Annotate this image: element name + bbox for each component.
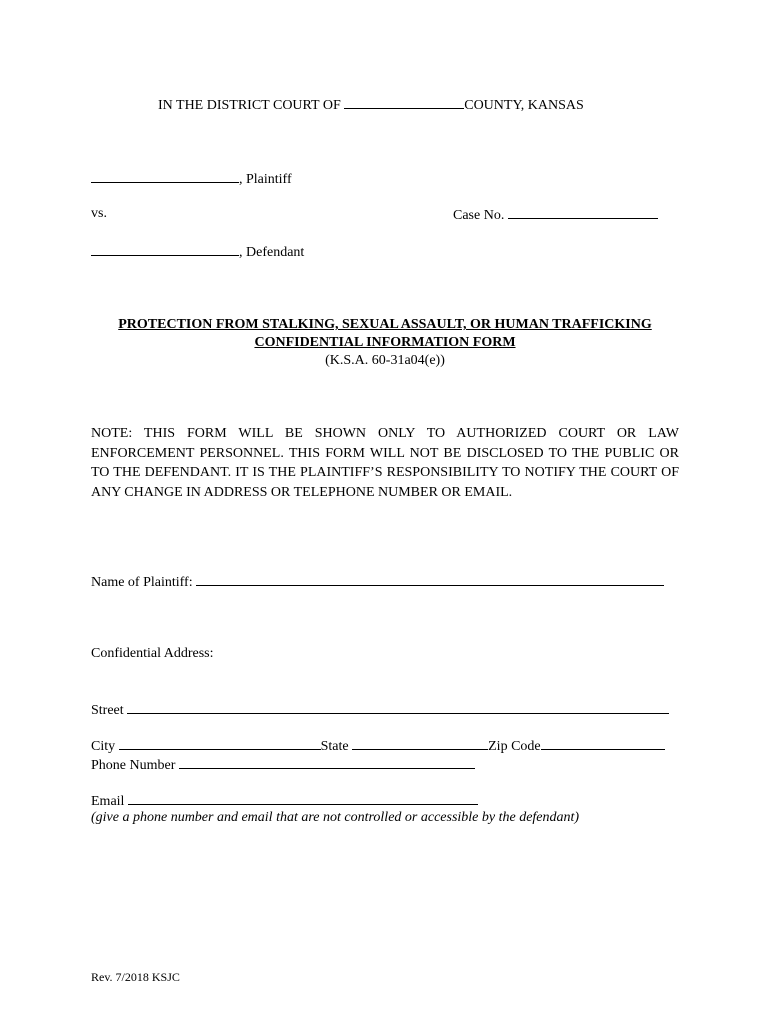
phone-label: Phone Number	[91, 758, 176, 773]
plaintiff-line	[91, 169, 292, 188]
defendant-name-field[interactable]	[91, 242, 239, 256]
street-field[interactable]	[127, 700, 669, 714]
city-state-zip-line	[91, 736, 665, 755]
state-label: State	[320, 739, 349, 754]
city-field[interactable]	[119, 736, 321, 750]
email-line	[91, 791, 478, 810]
street-line	[91, 700, 669, 719]
vs-label: vs.	[91, 206, 107, 221]
case-number-line	[453, 205, 658, 224]
email-field[interactable]	[128, 791, 478, 805]
plaintiff-label: , Plaintiff	[239, 172, 292, 187]
confidentiality-note: NOTE: THIS FORM WILL BE SHOWN ONLY TO AUTHORIZED COURT OR LAW ENFORCEMENT PERSONNEL. THIS FORM WILL NOT BE DISCLOSED TO THE PUBLIC OR TO THE DEFENDANT. IT IS THE PLAINTIFF’S RESPONSIBILITY TO NOTIFY THE COURT OF ANY CHANGE IN ADDRESS OR TELEPHONE NUMBER OR EMAIL.	[91, 426, 679, 500]
plaintiff-name-field[interactable]	[91, 169, 239, 183]
county-field[interactable]	[344, 95, 464, 109]
court-header	[158, 95, 584, 114]
statute-reference: (K.S.A. 60-31a04(e))	[325, 353, 445, 368]
street-label: Street	[91, 703, 124, 718]
court-prefix: IN THE DISTRICT COURT OF	[158, 98, 341, 113]
form-title-line1: PROTECTION FROM STALKING, SEXUAL ASSAULT, OR HUMAN TRAFFICKING	[118, 317, 652, 332]
state-field[interactable]	[352, 736, 488, 750]
phone-line	[91, 755, 475, 774]
email-label: Email	[91, 794, 125, 809]
contact-instruction: (give a phone number and email that are not controlled or accessible by the defendant)	[91, 810, 580, 825]
case-number-field[interactable]	[508, 205, 658, 219]
name-of-plaintiff-field[interactable]	[196, 572, 664, 586]
case-no-label: Case No.	[453, 208, 505, 223]
confidential-address-label: Confidential Address:	[91, 646, 214, 661]
zip-label: Zip Code	[488, 739, 541, 754]
name-of-plaintiff-label: Name of Plaintiff:	[91, 575, 193, 590]
zip-field[interactable]	[541, 736, 665, 750]
form-title-line2: CONFIDENTIAL INFORMATION FORM	[254, 335, 516, 350]
court-suffix: COUNTY, KANSAS	[464, 98, 584, 113]
revision-footer: Rev. 7/2018 KSJC	[91, 970, 180, 984]
defendant-line	[91, 242, 304, 261]
name-of-plaintiff-line	[91, 572, 664, 591]
phone-field[interactable]	[179, 755, 475, 769]
defendant-label: , Defendant	[239, 245, 305, 260]
city-label: City	[91, 739, 116, 754]
